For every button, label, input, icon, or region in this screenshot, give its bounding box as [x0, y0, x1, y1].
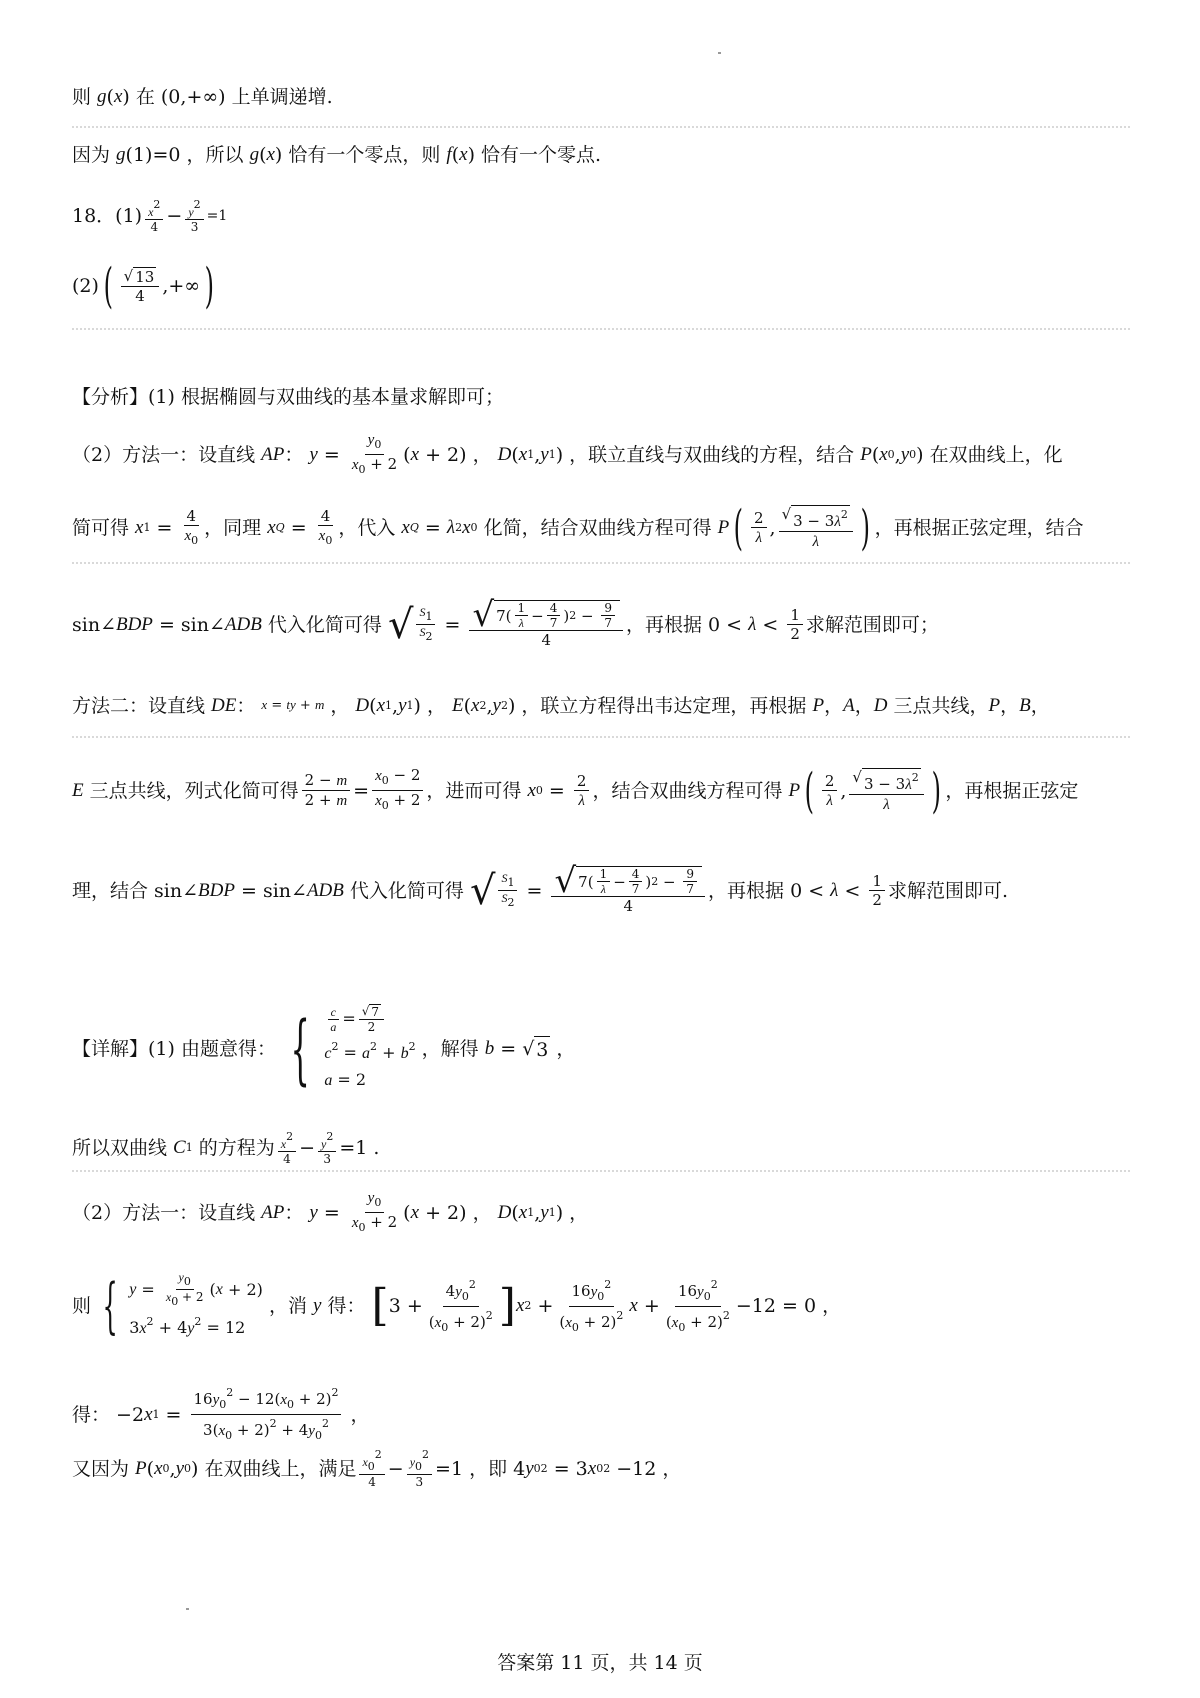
detail-3: （2）方法一：设直线 AP ： y = $\frac{y_0}{x_0 + 2}$ ( x + 2) ， D ( x 1 , y 1 ) ，: [72, 1190, 589, 1234]
q18-part2: (2) ( √ 13 4 ,+∞ ): [72, 258, 215, 314]
detail-5: 得： −2 x 1 = $\frac{16y_0^2 - 12(x_0 + 2)^2}{3(x_0 + 2)^2 + 4y_0^2}$ ，: [72, 1386, 370, 1442]
detail4-cases: y = $\frac{y0}{x0 + 2}$ ( x + 2) $3x^2 + 4y^2 = 12$: [129, 1270, 263, 1337]
q18-part1: 18．(1) $\frac{x2}{4}$ − $\frac{y2}{3}$ =1: [72, 198, 228, 234]
line-2: 因为 g (1)=0 ，所以 g ( x ) 恰有一个零点，则 f ( x ) 恰有一个零点.: [72, 144, 602, 166]
detail1-cases: $\frac{c}{a}$ = √ 7 2 $c^2 = a^2 + b^2$ a = 2: [324, 1004, 416, 1089]
line-1: 则 g ( x ) 在 (0,+∞) 上单调递增.: [72, 86, 333, 108]
separator: [72, 126, 1130, 128]
method2-a: 方法二：设直线 DE ： x = ty + m ， D ( x 1 , y 1 ) ， E ( x 2 , y 2 ) ，联立方程得出韦达定理，再根据 P ， A ， D 三点共线， P ， B ，: [72, 694, 1050, 717]
separator: [72, 328, 1130, 330]
scan-mark: [186, 1608, 189, 1610]
analysis-1: 【分析】(1) 根据椭圆与双曲线的基本量求解即可；: [72, 386, 504, 408]
analysis-2c: sin∠ BDP = sin∠ ADB 代入化简可得 √ $\frac{S1}{S2}$ = √ 7( $\frac{1}{\lambda}$ − $\frac{4}{7}$ ) 2 − $\frac{9}{7}$ 4 ，再根据 0 < λ < $\frac{1}{2}$ 求解范围即可；: [72, 595, 939, 649]
detail-4: 则 { y = $\frac{y0}{x0 + 2}$ ( x + 2) $3x^2 + 4y^2 = 12$ ，消 y 得： [ 3 + $\frac{4y_0^2}{(x_0 + 2)^2}$ ] x 2 + $\frac{16y_0^2}{(x_0 + 2)^2}$ x + $\frac{16y_0^2}{(x_0 + 2)^2}$ −12 = 0 ，: [72, 1270, 842, 1341]
analysis-2a: （2）方法一：设直线 AP ： y = $\frac{y_0}{x_0 + 2}$ ( x + 2) ， D ( x 1 , y 1 ) ，联立直线与双曲线的方程，结合 P ( x 0 , y 0 ) 在双曲线上，化: [72, 432, 1063, 476]
detail-2: 所以双曲线 C 1 的方程为 $\frac{x2}{4}$ − $\frac{y2}{3}$ =1 .: [72, 1130, 380, 1166]
detail-1: 【详解】(1) 由题意得： { $\frac{c}{a}$ = √ 7 2 $c^2 = a^2 + b^2$ a = 2 ，解得 b = √ 3 ，: [72, 1004, 576, 1093]
method2-b: E 三点共线，列式化简可得 $\frac{2 - m}{2 + m}$ = $\frac{x_0 - 2}{x_0 + 2}$ ，进而可得 x 0 = $\frac{2}{\lambda}$ ，结合双曲线方程可得 P ( $\frac{2}{\lambda}$ , √ $3 - 3\lambda^2$ λ ) ，再根据正弦定: [72, 762, 1079, 819]
scan-mark: [718, 52, 721, 54]
analysis-2b: 简可得 x 1 = $\frac{4}{x_0}$ ，同理 x Q = $\frac{4}{x_0}$ ，代入 x Q = λ 2 x 0 化简，结合双曲线方程可得 P ( $\frac{2}{\lambda}$ , √ $3 - 3\lambda^2$ λ ) ，再根据正弦定理，结合: [72, 500, 1084, 556]
method2-c: 理，结合 sin∠ BDP = sin∠ ADB 代入化简可得 √ $\frac{S1}{S2}$ = √ 7( $\frac{1}{\lambda}$ − $\frac{4}{7}$ ) 2 − $\frac{9}{7}$ 4 ，再根据 0 < λ < $\frac{1}{2}$ 求解范围即可.: [72, 861, 1008, 915]
page-footer: 答案第 11 页，共 14 页: [497, 1652, 703, 1674]
separator: [72, 1170, 1130, 1172]
detail-6: 又因为 P ( x 0 , y 0 ) 在双曲线上，满足 $\frac{x02}{4}$ − $\frac{y02}{3}$ =1 ，即 4 y 0 2 = 3 x 0 2 −12 ，: [72, 1448, 682, 1489]
separator: [72, 736, 1130, 738]
separator: [72, 562, 1130, 564]
